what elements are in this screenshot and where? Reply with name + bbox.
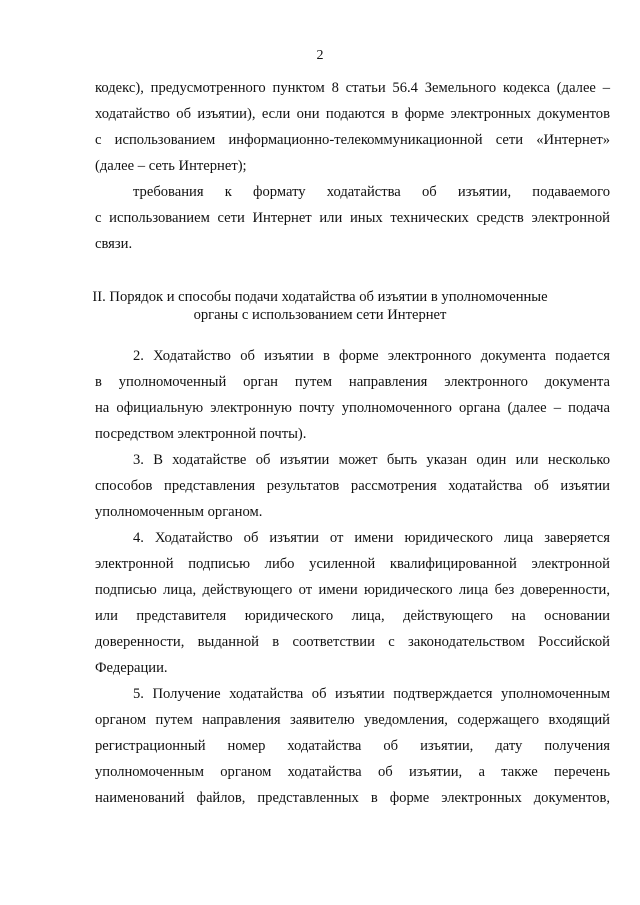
text-line: с использованием информационно-телекоммуникационной сети «Интернет»	[95, 132, 610, 148]
text-line: уполномоченным органом.	[95, 504, 263, 520]
text-line: требования к формату ходатайства об изъятии, подаваемого	[133, 184, 610, 200]
text-line: (далее – сеть Интернет);	[95, 158, 247, 174]
text-line: 4. Ходатайство об изъятии от имени юридического лица заверяется	[133, 530, 610, 546]
text-line: в уполномоченный орган путем направления электронного документа	[95, 374, 610, 390]
heading-line: II. Порядок и способы подачи ходатайства об изъятии в уполномоченные	[92, 289, 548, 305]
page-number: 2	[316, 48, 324, 63]
text-line: способов представления результатов рассмотрения ходатайства об изъятии	[95, 478, 610, 494]
text-line: 5. Получение ходатайства об изъятии подтверждается уполномоченным	[133, 686, 610, 702]
text-line: доверенности, выданной в соответствии с законодательством Российской	[95, 634, 610, 650]
text-line: органом путем направления заявителю уведомления, содержащего входящий	[95, 712, 610, 728]
text-line: на официальную электронную почту уполномоченного органа (далее – подача	[95, 400, 610, 416]
text-line: подписью лица, действующего от имени юридического лица без доверенности,	[95, 582, 610, 598]
text-line: с использованием сети Интернет или иных технических средств электронной	[95, 210, 610, 226]
text-line: уполномоченным органом ходатайства об изъятии, а также перечень	[95, 764, 610, 780]
text-line: посредством электронной почты).	[95, 426, 307, 442]
text-line: наименований файлов, представленных в форме электронных документов,	[95, 790, 610, 806]
text-line: ходатайство об изъятии), если они подаются в форме электронных документов	[95, 106, 610, 122]
text-line: кодекс), предусмотренного пунктом 8 статьи 56.4 Земельного кодекса (далее –	[95, 80, 610, 96]
text-line: 3. В ходатайстве об изъятии может быть указан один или несколько	[133, 452, 610, 468]
heading-line: органы с использованием сети Интернет	[193, 307, 447, 323]
text-line: связи.	[95, 236, 133, 252]
text-line: 2. Ходатайство об изъятии в форме электронного документа подается	[133, 348, 610, 364]
text-line: регистрационный номер ходатайства об изъятии, дату получения	[95, 738, 610, 754]
text-line: Федерации.	[95, 660, 168, 676]
text-line: электронной подписью либо усиленной квалифицированной электронной	[95, 556, 610, 572]
text-line: или представителя юридического лица, действующего на основании	[95, 608, 610, 624]
